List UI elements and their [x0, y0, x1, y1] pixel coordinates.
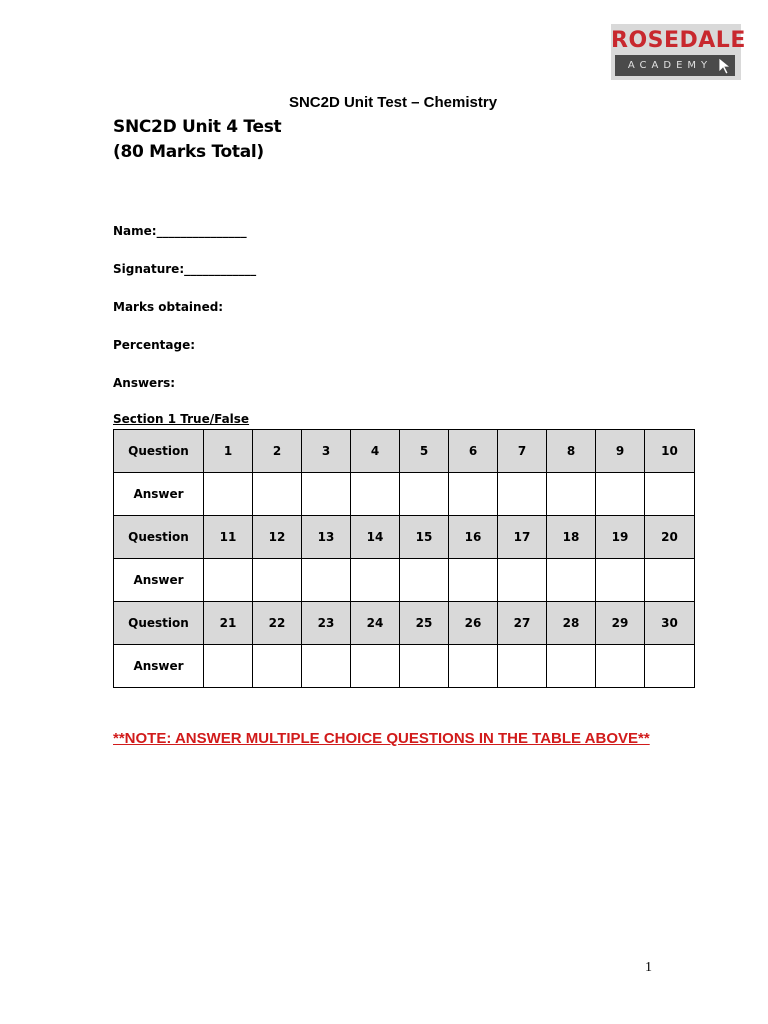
page-number: 1: [645, 960, 652, 975]
answer-row-header: Answer: [114, 645, 204, 688]
answer-row: [114, 559, 695, 602]
question-number-cell: 1: [204, 430, 253, 473]
logo-bar: [615, 55, 735, 76]
question-number-cell: 28: [547, 602, 596, 645]
answer-cell[interactable]: [547, 473, 596, 516]
answer-row: [114, 473, 695, 516]
answer-cell[interactable]: [449, 473, 498, 516]
question-number-cell: 4: [351, 430, 400, 473]
answer-cell[interactable]: [547, 645, 596, 688]
question-row-header: Question: [114, 602, 204, 645]
answer-cell[interactable]: [596, 473, 645, 516]
answer-cell[interactable]: [547, 559, 596, 602]
question-number-cell: 25: [400, 602, 449, 645]
question-row: [114, 516, 695, 559]
question-number-cell: 5: [400, 430, 449, 473]
answer-cell[interactable]: [204, 559, 253, 602]
question-number-cell: 16: [449, 516, 498, 559]
percentage-field: Percentage:: [113, 338, 196, 352]
question-number-cell: 11: [204, 516, 253, 559]
question-number-cell: 10: [645, 430, 695, 473]
question-number-cell: 29: [596, 602, 645, 645]
answer-cell[interactable]: [449, 559, 498, 602]
question-number-cell: 24: [351, 602, 400, 645]
signature-field: Signature:____________: [113, 262, 257, 276]
question-number-cell: 19: [596, 516, 645, 559]
test-title: SNC2D Unit 4 Test: [113, 117, 282, 137]
question-number-cell: 26: [449, 602, 498, 645]
answer-cell[interactable]: [204, 645, 253, 688]
answer-row-header: Answer: [114, 473, 204, 516]
cursor-icon: [718, 57, 732, 75]
marks-obtained-field: Marks obtained:: [113, 300, 224, 314]
question-row: [114, 430, 695, 473]
answer-cell[interactable]: [449, 645, 498, 688]
answer-cell[interactable]: [498, 645, 547, 688]
question-number-cell: 14: [351, 516, 400, 559]
question-row: [114, 602, 695, 645]
question-number-cell: 6: [449, 430, 498, 473]
document-heading: SNC2D Unit Test – Chemistry: [288, 94, 498, 111]
rosedale-academy-logo: [611, 24, 746, 80]
answer-cell[interactable]: [645, 559, 695, 602]
question-number-cell: 9: [596, 430, 645, 473]
answer-cell[interactable]: [645, 473, 695, 516]
answer-cell[interactable]: [400, 473, 449, 516]
answer-cell[interactable]: [351, 645, 400, 688]
answer-cell[interactable]: [351, 559, 400, 602]
answer-cell[interactable]: [498, 473, 547, 516]
question-number-cell: 30: [645, 602, 695, 645]
logo-sub: ACADEMY: [627, 60, 713, 71]
question-number-cell: 8: [547, 430, 596, 473]
question-number-cell: 17: [498, 516, 547, 559]
answer-cell[interactable]: [596, 645, 645, 688]
answer-table: [113, 429, 695, 688]
answer-cell[interactable]: [253, 559, 302, 602]
note-text: **NOTE: ANSWER MULTIPLE CHOICE QUESTIONS IN THE TABLE ABOVE**: [113, 730, 650, 747]
answer-cell[interactable]: [645, 645, 695, 688]
question-number-cell: 23: [302, 602, 351, 645]
question-number-cell: 7: [498, 430, 547, 473]
answer-row: [114, 645, 695, 688]
answer-cell[interactable]: [400, 559, 449, 602]
question-number-cell: 15: [400, 516, 449, 559]
logo-name: ROSEDALE: [611, 28, 746, 53]
question-number-cell: 22: [253, 602, 302, 645]
answer-cell[interactable]: [302, 645, 351, 688]
section-label: Section 1 True/False: [113, 412, 250, 426]
answer-cell[interactable]: [302, 473, 351, 516]
test-marks-total: (80 Marks Total): [113, 142, 264, 162]
question-number-cell: 13: [302, 516, 351, 559]
question-number-cell: 18: [547, 516, 596, 559]
answer-cell[interactable]: [253, 645, 302, 688]
question-number-cell: 12: [253, 516, 302, 559]
answer-cell[interactable]: [400, 645, 449, 688]
question-number-cell: 27: [498, 602, 547, 645]
question-number-cell: 20: [645, 516, 695, 559]
question-row-header: Question: [114, 430, 204, 473]
answers-field: Answers:: [113, 376, 176, 390]
answer-row-header: Answer: [114, 559, 204, 602]
question-number-cell: 2: [253, 430, 302, 473]
answer-cell[interactable]: [596, 559, 645, 602]
answer-cell[interactable]: [351, 473, 400, 516]
answer-cell[interactable]: [204, 473, 253, 516]
question-number-cell: 21: [204, 602, 253, 645]
question-number-cell: 3: [302, 430, 351, 473]
question-row-header: Question: [114, 516, 204, 559]
name-field: Name:_______________: [113, 224, 247, 238]
answer-cell[interactable]: [498, 559, 547, 602]
answer-cell[interactable]: [302, 559, 351, 602]
answer-cell[interactable]: [253, 473, 302, 516]
